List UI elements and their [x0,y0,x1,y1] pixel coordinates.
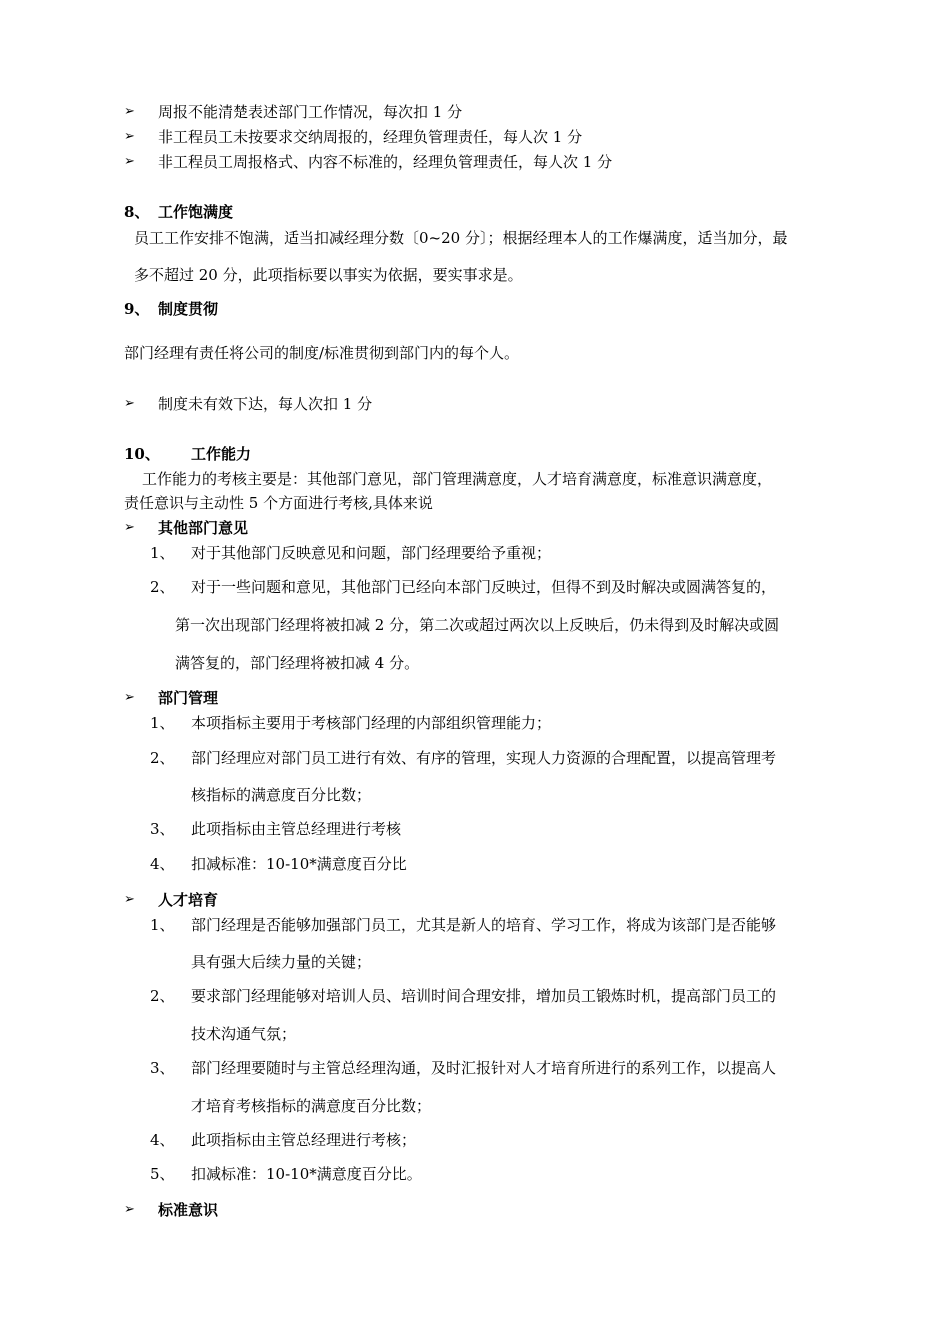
item-number: 2、 [150,987,175,1005]
bullet-arrow-icon: ➢ [124,104,135,119]
paragraph-line: 工作能力的考核主要是：其他部门意见，部门管理满意度，人才培育满意度，标准意识满意度， [142,470,773,488]
paragraph-line: 责任意识与主动性 5 个方面进行考核,具体来说 [124,494,433,512]
bullet-arrow-icon: ➢ [124,129,135,144]
paragraph-line: 多不超过 20 分，此项指标要以事实为依据，要实事求是。 [134,266,523,284]
item-number: 3、 [150,820,175,838]
section-title: 制度贯彻 [158,300,219,318]
item-text: 对于其他部门反映意见和问题，部门经理要给予重视； [191,544,552,562]
bullet-arrow-icon: ➢ [124,154,135,169]
item-text: 核指标的满意度百分比数； [191,786,372,804]
section-number: 9、 [124,300,150,318]
section-title: 工作饱满度 [158,203,234,221]
bullet-arrow-icon: ➢ [124,520,135,535]
item-text: 部门经理应对部门员工进行有效、有序的管理，实现人力资源的合理配置，以提高管理考 [191,749,777,767]
subsection-title: 人才培育 [158,891,219,909]
bullet-text: 非工程员工未按要求交纳周报的，经理负管理责任，每人次 1 分 [158,128,583,146]
item-text: 才培育考核指标的满意度百分比数； [191,1097,432,1115]
item-text: 本项指标主要用于考核部门经理的内部组织管理能力； [191,714,552,732]
item-text: 扣减标准：10-10*满意度百分比。 [191,1165,422,1183]
item-text: 此项指标由主管总经理进行考核； [191,1131,417,1149]
section-number: 8、 [124,203,150,221]
bullet-arrow-icon: ➢ [124,690,135,705]
bullet-text: 非工程员工周报格式、内容不标准的，经理负管理责任，每人次 1 分 [158,153,613,171]
item-text: 此项指标由主管总经理进行考核 [191,820,402,838]
item-number: 4、 [150,855,175,873]
subsection-title: 部门管理 [158,689,219,707]
item-text: 要求部门经理能够对培训人员、培训时间合理安排，增加员工锻炼时机，提高部门员工的 [191,987,777,1005]
subsection-title: 其他部门意见 [158,519,249,537]
section-number: 10、 [124,445,160,463]
bullet-text: 制度未有效下达，每人次扣 1 分 [158,395,373,413]
bullet-arrow-icon: ➢ [124,1202,135,1217]
item-text: 部门经理要随时与主管总经理沟通，及时汇报针对人才培育所进行的系列工作，以提高人 [191,1059,777,1077]
item-text: 第一次出现部门经理将被扣减 2 分，第二次或超过两次以上反映后，仍未得到及时解决或圆 [175,616,780,634]
item-text: 具有强大后续力量的关键； [191,953,372,971]
bullet-text: 周报不能清楚表述部门工作情况，每次扣 1 分 [158,103,463,121]
section-title: 工作能力 [191,445,252,463]
item-text: 扣减标准：10-10*满意度百分比 [191,855,407,873]
item-number: 4、 [150,1131,175,1149]
item-number: 5、 [150,1165,175,1183]
bullet-arrow-icon: ➢ [124,892,135,907]
paragraph-line: 员工工作安排不饱满，适当扣减经理分数〔0~20 分〕；根据经理本人的工作爆满度，适当加分，最 [134,229,788,247]
bullet-arrow-icon: ➢ [124,396,135,411]
item-number: 1、 [150,714,175,732]
item-number: 1、 [150,916,175,934]
item-text: 技术沟通气氛； [191,1025,297,1043]
item-number: 2、 [150,749,175,767]
item-number: 3、 [150,1059,175,1077]
subsection-title: 标准意识 [158,1201,219,1219]
paragraph-line: 部门经理有责任将公司的制度/标准贯彻到部门内的每个人。 [124,344,520,362]
item-text: 满答复的，部门经理将被扣减 4 分。 [175,654,420,672]
item-number: 2、 [150,578,175,596]
item-text: 对于一些问题和意见，其他部门已经向本部门反映过，但得不到及时解决或圆满答复的， [191,578,777,596]
item-number: 1、 [150,544,175,562]
item-text: 部门经理是否能够加强部门员工，尤其是新人的培育、学习工作，将成为该部门是否能够 [191,916,777,934]
